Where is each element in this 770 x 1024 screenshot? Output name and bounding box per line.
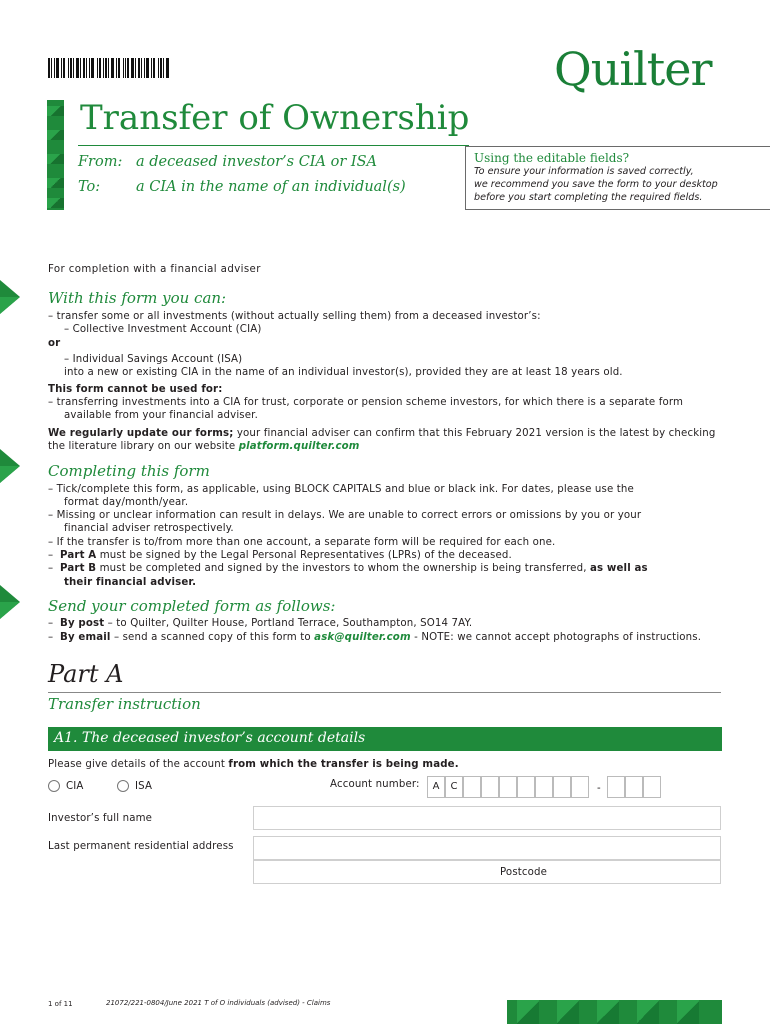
account-digit[interactable]	[553, 776, 571, 798]
account-prefix-a: A	[427, 776, 445, 798]
update-bold: We regularly update our forms;	[48, 428, 234, 439]
isa-radio-label: ISA	[135, 781, 153, 792]
with-form-line-3: – Individual Savings Account (ISA)	[64, 354, 243, 365]
cia-radio-label: CIA	[66, 781, 84, 792]
account-digit[interactable]	[571, 776, 589, 798]
update-text: your financial adviser can confirm that this February 2021 version is the latest by checking	[233, 428, 716, 439]
completing-heading: Completing this form	[48, 462, 210, 480]
with-form-line-1: – transfer some or all investments (without actually selling them) from a deceased investor’s:	[48, 311, 541, 322]
title-underline	[78, 145, 469, 146]
account-dash: -	[597, 783, 601, 794]
address-label: Last permanent residential address	[48, 841, 234, 852]
completing-line-2b: financial adviser retrospectively.	[64, 523, 234, 534]
email-text: – send a scanned copy of this form to	[110, 632, 315, 643]
send-post-line: – By post – to Quilter, Quilter House, Portland Terrace, Southampton, SO14 7AY.	[48, 618, 473, 629]
barcode	[48, 58, 236, 78]
part-a-text: must be signed by the Legal Personal Representatives (LPRs) of the deceased.	[96, 550, 512, 561]
note-line-1: To ensure your information is saved correctly,	[474, 166, 694, 177]
quilter-logo: Quilter	[554, 42, 712, 96]
account-check-digit[interactable]	[643, 776, 661, 798]
from-value: a deceased investor’s CIA or ISA	[136, 154, 378, 170]
account-prefix-c: C	[445, 776, 463, 798]
account-check-digit[interactable]	[607, 776, 625, 798]
section-arrow-1	[0, 280, 20, 314]
part-b-bold-2: as well as	[590, 563, 648, 574]
completing-line-3: – If the transfer is to/from more than one account, a separate form will be required for each one.	[48, 537, 556, 548]
cannot-use-line-2: available from your financial adviser.	[64, 410, 258, 421]
footer-decoration	[507, 1000, 722, 1024]
to-label: To:	[78, 179, 101, 195]
a1-section-header: A1. The deceased investor’s account details	[48, 727, 722, 751]
with-form-line-2: – Collective Investment Account (CIA)	[64, 324, 262, 335]
update-line-1	[48, 427, 715, 440]
completing-line-1: – Tick/complete this form, as applicable, using BLOCK CAPITALS and blue or black ink. For dates, please use the	[48, 484, 634, 495]
with-form-line-4: into a new or existing CIA in the name of an individual investor(s), provided they are at least 18 years old.	[64, 367, 623, 378]
send-email-line: – By email – send a scanned copy of this form to ask@quilter.com - NOTE: we cannot accept photographs of instructions.	[48, 632, 702, 643]
form-reference: 21072/221-0804/June 2021 T of O individuals (advised) - Claims	[106, 999, 331, 1007]
page-number: 1 of 11	[48, 1000, 73, 1008]
cannot-use-heading: This form cannot be used for:	[48, 384, 223, 395]
note-line-3: before you start completing the required fields.	[474, 192, 703, 203]
account-number-label: Account number:	[330, 779, 420, 790]
note-title: Using the editable fields?	[474, 151, 630, 165]
send-heading: Send your completed form as follows:	[48, 597, 336, 615]
full-name-field[interactable]	[253, 806, 721, 830]
completing-line-4: – Part A must be signed by the Legal Personal Representatives (LPRs) of the deceased.	[48, 550, 512, 561]
part-a-bold: Part A	[60, 550, 97, 561]
completion-note: For completion with a financial adviser	[48, 264, 261, 275]
completing-line-2: – Missing or unclear information can result in delays. We are unable to correct errors or omissions by you or your	[48, 510, 642, 521]
completing-line-1b: format day/month/year.	[64, 497, 189, 508]
post-bold: By post	[60, 618, 105, 629]
part-a-divider	[48, 692, 721, 693]
post-text: – to Quilter, Quilter House, Portland Terrace, Southampton, SO14 7AY.	[104, 618, 473, 629]
part-b-bold: Part B	[60, 563, 97, 574]
section-arrow-3	[0, 585, 20, 619]
account-digit[interactable]	[481, 776, 499, 798]
part-b-text: must be completed and signed by the investors to whom the ownership is being transferred,	[96, 563, 590, 574]
address-field-line-1[interactable]	[253, 836, 721, 860]
part-a-title: Part A	[48, 660, 124, 688]
email-link[interactable]: ask@quilter.com	[314, 632, 411, 643]
part-a-subtitle: Transfer instruction	[48, 695, 201, 713]
note-line-2: we recommend you save the form to your desktop	[474, 179, 718, 190]
isa-radio[interactable]	[117, 780, 129, 792]
completing-line-5b: their financial adviser.	[64, 577, 197, 588]
cannot-use-line-1: – transferring investments into a CIA for trust, corporate or pension scheme investors, for which there is a separate form	[48, 397, 684, 408]
completing-line-5: – Part B must be completed and signed by the investors to whom the ownership is being transferred, as well as	[48, 563, 648, 574]
from-label: From:	[78, 154, 123, 170]
postcode-label: Postcode	[500, 867, 548, 878]
account-digit[interactable]	[535, 776, 553, 798]
address-field-line-2[interactable]	[253, 860, 721, 884]
a1-intro-text: Please give details of the account	[48, 759, 229, 770]
email-bold: By email	[60, 632, 111, 643]
with-form-or: or	[48, 338, 61, 349]
a1-intro	[48, 758, 459, 771]
account-check-digit[interactable]	[625, 776, 643, 798]
email-note: - NOTE: we cannot accept photographs of instructions.	[410, 632, 702, 643]
section-arrow-2	[0, 449, 20, 483]
editable-fields-note	[465, 146, 770, 210]
a1-intro-bold: from which the transfer is being made.	[228, 759, 459, 770]
cia-radio[interactable]	[48, 780, 60, 792]
to-value: a CIA in the name of an individual(s)	[136, 179, 406, 195]
full-name-label: Investor’s full name	[48, 813, 153, 824]
account-digit[interactable]	[463, 776, 481, 798]
website-link[interactable]: platform.quilter.com	[238, 441, 360, 452]
update-line-2	[48, 440, 360, 453]
page-title: Transfer of Ownership	[80, 98, 470, 138]
update-text-2: the literature library on our website	[48, 441, 239, 452]
account-digit[interactable]	[499, 776, 517, 798]
account-digit[interactable]	[517, 776, 535, 798]
with-form-heading: With this form you can:	[48, 289, 227, 307]
title-decoration	[47, 100, 64, 210]
